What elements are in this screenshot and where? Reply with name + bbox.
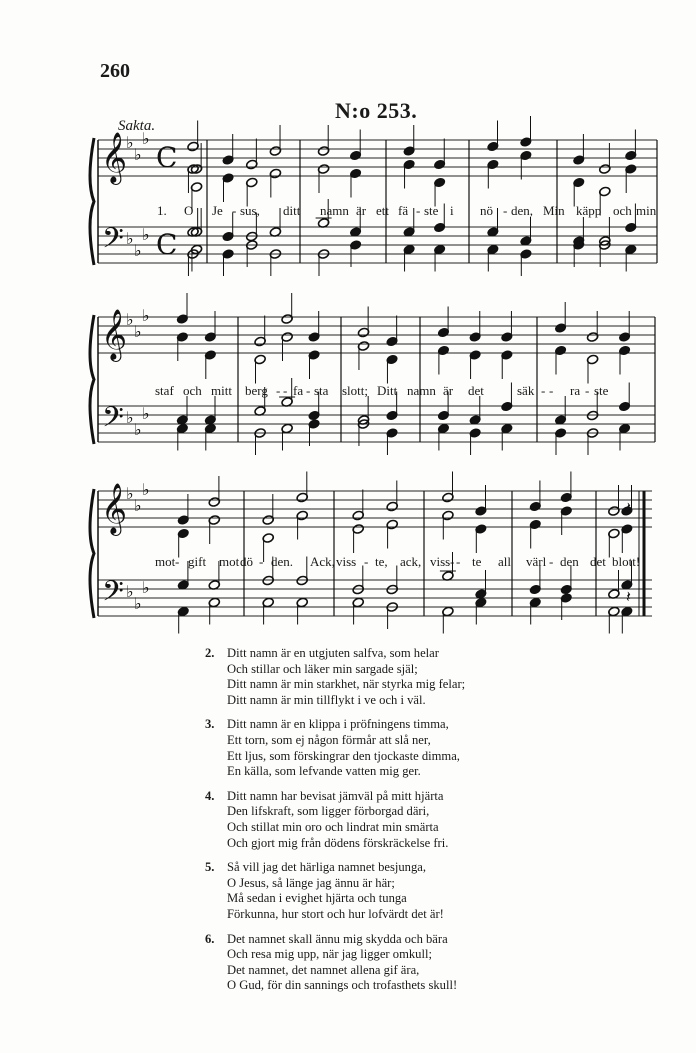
lyric-syllable: ett bbox=[376, 203, 389, 218]
verse-line bbox=[205, 693, 585, 709]
verse-number: 6. bbox=[205, 931, 215, 946]
verse-text: Ditt namn är min tillflykt i ve och i väl. bbox=[227, 692, 426, 707]
verse-text: Ett ljus, som förskingrar den tjockaste dimma, bbox=[227, 748, 460, 763]
flat-sign: ♭ bbox=[142, 306, 150, 325]
lyric-syllable: - bbox=[503, 203, 508, 218]
lyric-syllable: är bbox=[356, 203, 367, 218]
verse-text: Ditt namn är en klippa i pröfningens timma, bbox=[227, 717, 449, 732]
brace bbox=[90, 315, 94, 444]
lyric-syllable: slott; bbox=[342, 383, 369, 398]
verse-text: Ditt namn är en utgjuten salfva, som helar bbox=[227, 646, 439, 660]
flat-sign: ♭ bbox=[142, 129, 150, 148]
hymn-number: N:o 253. bbox=[335, 98, 418, 123]
verse-block bbox=[205, 860, 585, 922]
verse-line bbox=[205, 733, 585, 749]
verse-text: En källa, som lefvande vatten mig ger. bbox=[227, 764, 421, 779]
lyric-syllable: Ditt bbox=[377, 383, 398, 398]
lyric-syllable: mot bbox=[219, 554, 240, 569]
lyric-syllable: min bbox=[636, 203, 657, 218]
lyric-syllable: Min bbox=[543, 203, 565, 218]
treble-clef: 𝄞 bbox=[101, 132, 128, 183]
lyric-syllable: den. bbox=[271, 554, 294, 569]
verse-number: 5. bbox=[205, 860, 215, 875]
verse-text: Ditt namn är min starkhet, när styrka mig felar; bbox=[227, 677, 466, 692]
verse-line bbox=[205, 646, 585, 662]
time-signature: C bbox=[156, 228, 178, 261]
verse-text: Det namnet skall ännu mig skydda och bära bbox=[227, 931, 448, 946]
flat-sign: ♭ bbox=[134, 496, 142, 515]
bass-clef: 𝄢 bbox=[102, 222, 124, 262]
verse-number: 4. bbox=[205, 788, 215, 803]
lyric-syllable: sta bbox=[314, 383, 329, 398]
verse-text: Och gjort mig från dödens förskräckelse fri. bbox=[227, 835, 449, 850]
lyric-syllable: mitt bbox=[211, 383, 232, 398]
tempo-marking: Sakta. bbox=[118, 118, 156, 134]
lyric-syllable: - bbox=[416, 203, 421, 218]
flat-sign: ♭ bbox=[126, 310, 134, 329]
verse-text: Det namnet, det namnet allena gif ära, bbox=[227, 962, 420, 977]
lyric-syllable: all bbox=[498, 554, 511, 569]
lyric-syllable: är bbox=[443, 383, 454, 398]
verse-text: O Jesus, så länge jag ännu är här; bbox=[227, 875, 395, 890]
verse-text: O Gud, för din sannings och trofasthets skull! bbox=[227, 978, 458, 993]
flat-sign: ♭ bbox=[126, 133, 134, 152]
flat-sign: ♭ bbox=[134, 594, 142, 613]
lyric-syllable: te bbox=[472, 554, 482, 569]
verse-block bbox=[205, 789, 585, 851]
lyric-syllable: - bbox=[549, 554, 554, 569]
lyric-syllable: O bbox=[184, 203, 194, 218]
bass-clef: 𝄢 bbox=[102, 575, 124, 615]
verse-text: Ett torn, som ej någon förmår att slå ner, bbox=[227, 732, 431, 747]
lyric-syllable: staf bbox=[155, 383, 174, 398]
lyric-syllable: och bbox=[183, 383, 202, 398]
verse-text: Må sedan i evighet hjärta och tunga bbox=[227, 891, 407, 906]
flat-sign: ♭ bbox=[142, 225, 150, 244]
flat-sign: ♭ bbox=[134, 145, 142, 164]
verse-line bbox=[205, 978, 585, 994]
flat-sign: ♭ bbox=[142, 480, 150, 499]
lyric-syllable: - bbox=[232, 203, 237, 218]
flat-sign: ♭ bbox=[142, 404, 150, 423]
verse-line bbox=[205, 820, 585, 836]
lyric-syllable: namn bbox=[320, 203, 349, 218]
lyric-syllable: det bbox=[590, 554, 606, 569]
verse-line bbox=[205, 677, 585, 693]
lyric-syllable: nö bbox=[480, 203, 493, 218]
rest-sign: 𝄽 bbox=[626, 498, 631, 517]
flat-sign: ♭ bbox=[134, 322, 142, 341]
lyric-syllable: viss bbox=[430, 554, 451, 569]
lyric-syllable: värl bbox=[526, 554, 547, 569]
lyric-syllable: viss bbox=[336, 554, 357, 569]
lyric-syllable: säk bbox=[517, 383, 535, 398]
lyric-syllable: den bbox=[560, 554, 579, 569]
lyric-syllable: Ack, bbox=[310, 554, 335, 569]
rest-sign: 𝄽 bbox=[626, 587, 631, 606]
lyric-syllable: fa bbox=[293, 383, 304, 398]
verse-line bbox=[205, 860, 585, 876]
flat-sign: ♭ bbox=[134, 420, 142, 439]
verse-line bbox=[205, 836, 585, 852]
lyric-syllable: blott! bbox=[612, 554, 641, 569]
brace bbox=[90, 138, 94, 265]
lyric-syllable: dö bbox=[240, 554, 253, 569]
lyric-syllable: - bbox=[450, 554, 455, 569]
verse-line bbox=[205, 804, 585, 820]
verse-line bbox=[205, 891, 585, 907]
page-number: 260 bbox=[100, 60, 130, 82]
flat-sign: ♭ bbox=[126, 408, 134, 427]
lyric-syllable: - bbox=[306, 383, 311, 398]
lyric-syllable: och bbox=[613, 203, 632, 218]
verse-text: Och stillar och läker min sargade själ; bbox=[227, 661, 418, 676]
lyric-syllable: - bbox=[585, 383, 590, 398]
lyric-syllable: ack, bbox=[400, 554, 422, 569]
lyric-syllable: - bbox=[259, 554, 264, 569]
bass-clef: 𝄢 bbox=[102, 401, 124, 441]
lyric-syllable: namn bbox=[407, 383, 436, 398]
verse-text: Ditt namn har bevisat jämväl på mitt hjärta bbox=[227, 788, 444, 803]
lyric-syllable: ditt bbox=[283, 203, 301, 218]
verse-line bbox=[205, 717, 585, 733]
lyric-syllable: i bbox=[450, 203, 454, 218]
verse-block bbox=[205, 717, 585, 779]
brace bbox=[90, 489, 94, 618]
verse-line bbox=[205, 662, 585, 678]
verse-line bbox=[205, 963, 585, 979]
verse-text: Den lifskraft, som ligger förborgad däri, bbox=[227, 804, 430, 819]
verse-number: 3. bbox=[205, 717, 215, 732]
verse-text: Och resa mig upp, när jag ligger omkull; bbox=[227, 947, 432, 962]
lyric-syllable: 1. bbox=[157, 203, 167, 218]
verse-text: Och stillat min oro och lindrat min smärta bbox=[227, 819, 439, 834]
lyric-syllable: sus, bbox=[240, 203, 260, 218]
treble-clef: 𝄞 bbox=[101, 309, 128, 360]
flat-sign: ♭ bbox=[126, 582, 134, 601]
verses-section bbox=[205, 646, 585, 1003]
flat-sign: ♭ bbox=[142, 578, 150, 597]
verse-block bbox=[205, 646, 585, 708]
lyric-syllable: mot bbox=[155, 554, 176, 569]
lyric-syllable: gift bbox=[188, 554, 207, 569]
verse-text: Förkunna, hur stort och hur lofvärdt det är! bbox=[227, 906, 444, 921]
verse-block bbox=[205, 932, 585, 994]
verse-line bbox=[205, 749, 585, 765]
lyric-syllable: ra bbox=[570, 383, 581, 398]
lyric-syllable: käpp bbox=[576, 203, 602, 218]
lyric-syllable: ste bbox=[594, 383, 609, 398]
verse-line bbox=[205, 947, 585, 963]
treble-clef: 𝄞 bbox=[101, 483, 128, 534]
lyric-syllable: - bbox=[283, 383, 288, 398]
lyric-syllable: ste bbox=[424, 203, 439, 218]
flat-sign: ♭ bbox=[126, 229, 134, 248]
verse-line bbox=[205, 876, 585, 892]
lyric-syllable: det bbox=[468, 383, 484, 398]
flat-sign: ♭ bbox=[134, 241, 142, 260]
lyric-syllable: berg bbox=[245, 383, 268, 398]
time-signature: C bbox=[156, 141, 178, 174]
verse-line bbox=[205, 907, 585, 923]
lyric-syllable: - bbox=[175, 554, 180, 569]
lyric-syllable: - bbox=[541, 383, 546, 398]
verse-number: 2. bbox=[205, 646, 215, 660]
verse-line bbox=[205, 764, 585, 780]
lyric-syllable: - bbox=[549, 383, 554, 398]
verse-line bbox=[205, 932, 585, 948]
flat-sign: ♭ bbox=[126, 484, 134, 503]
lyric-syllable: - bbox=[276, 383, 281, 398]
verse-line bbox=[205, 789, 585, 805]
lyric-syllable: Je bbox=[212, 203, 223, 218]
lyric-syllable: den, bbox=[511, 203, 534, 218]
lyric-syllable: - bbox=[364, 554, 369, 569]
verse-text: Så vill jag det härliga namnet besjunga, bbox=[227, 860, 426, 875]
lyric-syllable: fä bbox=[398, 203, 409, 218]
lyric-syllable: te, bbox=[375, 554, 388, 569]
lyric-syllable: - bbox=[456, 554, 461, 569]
